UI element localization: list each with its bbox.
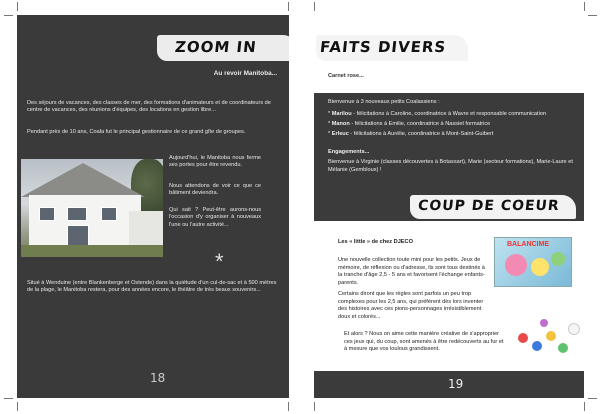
crop-mark xyxy=(588,398,597,399)
crop-mark xyxy=(314,2,315,11)
article-subtitle: Au revoir Manitoba... xyxy=(213,70,277,77)
crop-mark xyxy=(588,15,597,16)
crop-mark xyxy=(4,15,13,16)
paragraph: Des séjours de vacances, des classes de mer, des formations d'animateurs et de coordinateurs de centre de vacances, des réunions d'équipes, des locations en gestion libre... xyxy=(27,100,271,114)
page-title: ZOOM IN xyxy=(174,38,258,56)
right-page xyxy=(314,15,584,398)
birth-item: * Marilou - félicitations à Caroline, coordinatrice à Wavre et responsable communication xyxy=(328,111,547,117)
crop-mark xyxy=(17,2,18,11)
paragraph: Pendant près de 10 ans, Coala fut le principal gestionnaire de ce grand gîte de groupes. xyxy=(27,129,246,135)
crop-mark xyxy=(584,2,585,11)
paragraph: Bienvenue à Virginie (classes découvertes à Botassart), Marie (secteur formations), Marie-Laure et Mélanie (Gembloux) ! xyxy=(328,159,573,173)
paragraph: Et alors ? Nous on aime cette manière créative de s'approprier ces jeux qui, du coup, sont amenés à être redécouverts au fur et à mesure que vos loulous grandissent. xyxy=(344,331,504,353)
paragraph: Une nouvelle collection toute mini pour les petits. Jeux de mémoire, de réflexion ou d'adresse, ils sont tous destinés à la tranche d'âge 2,5 - 5 ans et favorisent l'échange enfants-parents. xyxy=(338,257,485,286)
paragraph: Nous attendons de voir ce que ce bâtiment deviendra. xyxy=(169,183,261,197)
section-title: Engagements... xyxy=(328,149,370,155)
crop-mark xyxy=(314,402,315,411)
paragraph: Certains diront que les règles sont parfois un peu trop complexes pour les 2,5 ans, qui préfèrent dès lors inventer des histoires avec ces pions-personnages irrésistiblement doux et colorés... xyxy=(338,291,484,320)
asterisk-icon: * xyxy=(215,249,224,274)
left-page xyxy=(17,15,289,398)
game-box-image xyxy=(494,237,572,287)
crop-mark xyxy=(288,2,289,11)
crop-mark xyxy=(4,398,13,399)
page-number: 18 xyxy=(150,371,166,385)
page-number: 19 xyxy=(448,377,464,391)
toy-pieces-image xyxy=(514,315,584,363)
house-photo xyxy=(21,159,163,257)
section-title: Carnet rose... xyxy=(328,73,364,79)
crop-mark xyxy=(288,402,289,411)
dark-band xyxy=(314,172,584,192)
paragraph: Situé à Wenduine (entre Blankenberge et Ostende) dans la quiétude d'un cul-de-sac et à 500 mètres de la plage, le Manitoba restera, pour des années encore, le théâtre de très beaux souvenirs... xyxy=(27,280,277,294)
paragraph: Aujourd'hui, le Manitoba nous ferme ses portes pour être revendu. xyxy=(169,155,261,169)
article-title: Les « little » de chez DJECO xyxy=(338,239,413,245)
box-logo: BALANCIME xyxy=(507,241,549,248)
crop-mark xyxy=(17,402,18,411)
crop-mark xyxy=(584,402,585,411)
section-heading: COUP DE COEUR xyxy=(417,198,561,214)
paragraph: Bienvenue à 3 nouveaux petits Coalassiens : xyxy=(328,99,440,105)
paragraph: Qui sait ? Peut-être aurons-nous l'occasion d'y organiser à nouveaux l'une ou l'autre activité... xyxy=(169,207,261,228)
page-title: FAITS DIVERS xyxy=(319,38,448,56)
birth-item: * Manon - félicitations à Emilie, coordinatrice à Nassiet formatrice xyxy=(328,121,491,127)
birth-item: * Erleuc - félicitations à Aurélie, coordinatrice à Mont-Saint-Guibert xyxy=(328,131,494,137)
